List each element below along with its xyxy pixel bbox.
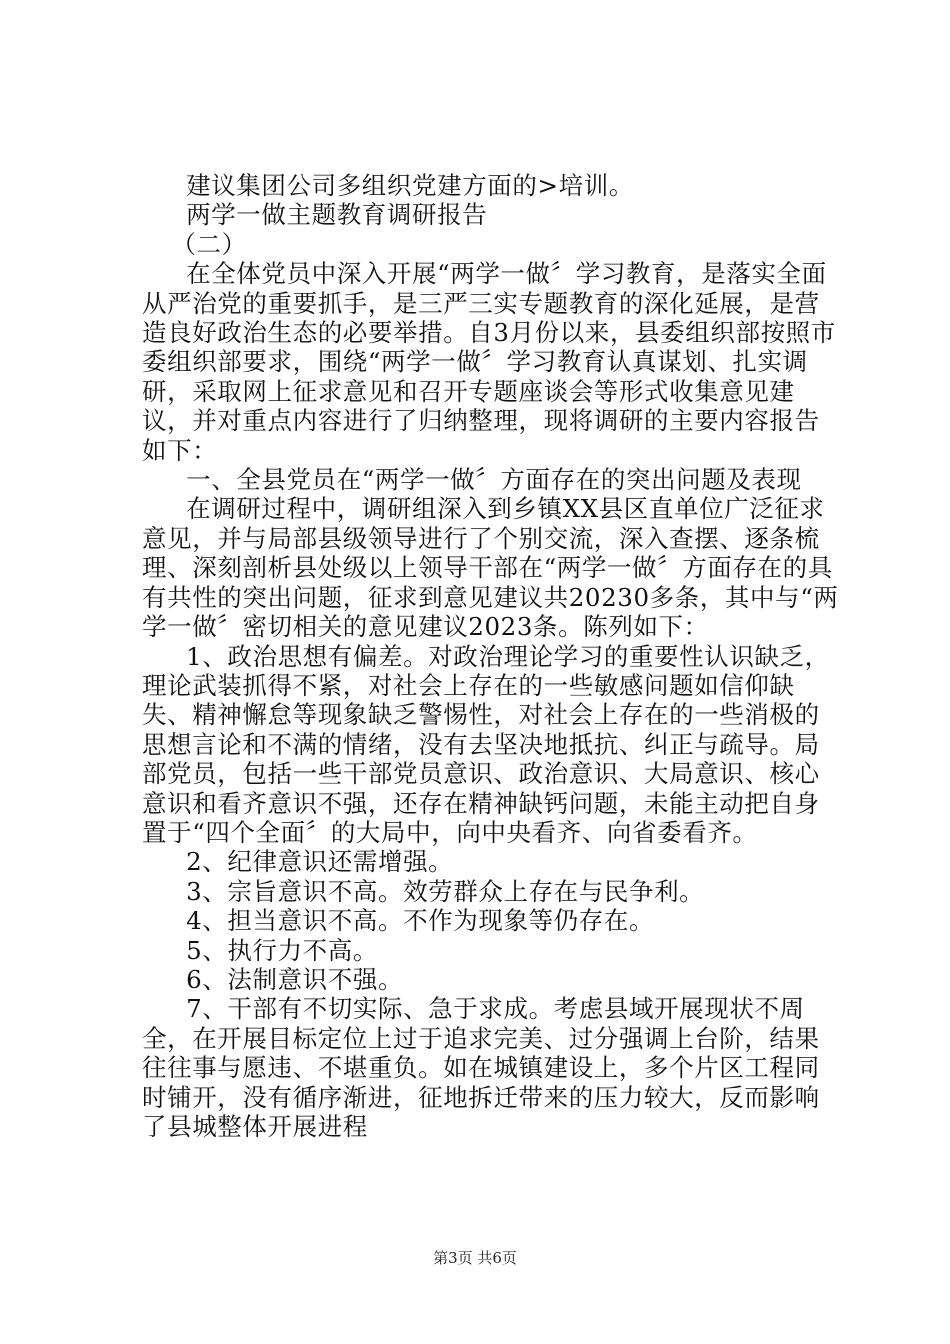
report-subtitle: （二） bbox=[171, 229, 247, 259]
document-body bbox=[142, 171, 842, 1141]
list-item-3: 3、宗旨意识不高。效劳群众上存在与民争利。 bbox=[186, 876, 705, 906]
paragraph-survey: 在调研过程中，调研组深入到乡镇XX县区直单位广泛征求意见，并与局部县级领导进行了个别交流，深入查摆、逐条梳理、深刻剖析县处级以上领导干部在“两学一做〞方面存在的具有共性的突出问题，征求到意见建议共20230多条，其中与“两学一做〞密切相关的意见建议2023条。陈列如下： bbox=[142, 494, 839, 642]
paragraph-training-suggestion: 建议集团公司多组织党建方面的>培训。 bbox=[186, 171, 634, 200]
list-item-5: 5、执行力不高。 bbox=[186, 935, 378, 965]
list-item-1: 1、政治思想有偏差。对政治理论学习的重要性认识缺乏，理论武装抓得不紧，对社会上存在的一些敏感问题如信仰缺失、精神懈怠等现象缺乏警惕性，对社会上存在的一些消极的思想言论和不满的情绪，没有去坚决地抵抗、纠正与疏导。局部党员，包括一些干部党员意识、政治意识、大局意识、核心意识和看齐意识不强，还存在精神缺钙问题，未能主动把自身置于“四个全面〞的大局中，向中央看齐、向省委看齐。 bbox=[142, 641, 830, 847]
paragraph-intro: 在全体党员中深入开展“两学一做〞学习教育，是落实全面从严治党的重要抓手，是三严三实专题教育的深化延展，是营造良好政治生态的必要举措。自3月份以来，县委组织部按照市委组织部要求，围绕“两学一做〞学习教育认真谋划、扎实调研，采取网上征求意见和召开专题座谈会等形式收集意见建议，并对重点内容进行了归纳整理，现将调研的主要内容报告如下： bbox=[142, 259, 836, 465]
list-item-4: 4、担当意识不高。不作为现象等仍存在。 bbox=[186, 906, 655, 936]
list-item-7: 7、干部有不切实际、急于求成。考虑县域开展现状不周全，在开展目标定位上过于追求完美、过分强调上台阶，结果往往事与愿违、不堪重负。如在城镇建设上，多个片区工程同时铺开，没有循序渐进，征地拆迁带来的压力较大，反而影响了县城整体开展进程 bbox=[142, 994, 820, 1141]
list-item-6: 6、法制意识不强。 bbox=[186, 964, 404, 994]
page-footer: 第3页 共6页 bbox=[433, 1249, 517, 1267]
report-title: 两学一做主题教育调研报告 bbox=[186, 200, 488, 230]
section-heading-1: 一、全县党员在“两学一做〞方面存在的突出问题及表现 bbox=[186, 465, 802, 495]
list-item-2: 2、纪律意识还需增强。 bbox=[186, 847, 454, 877]
